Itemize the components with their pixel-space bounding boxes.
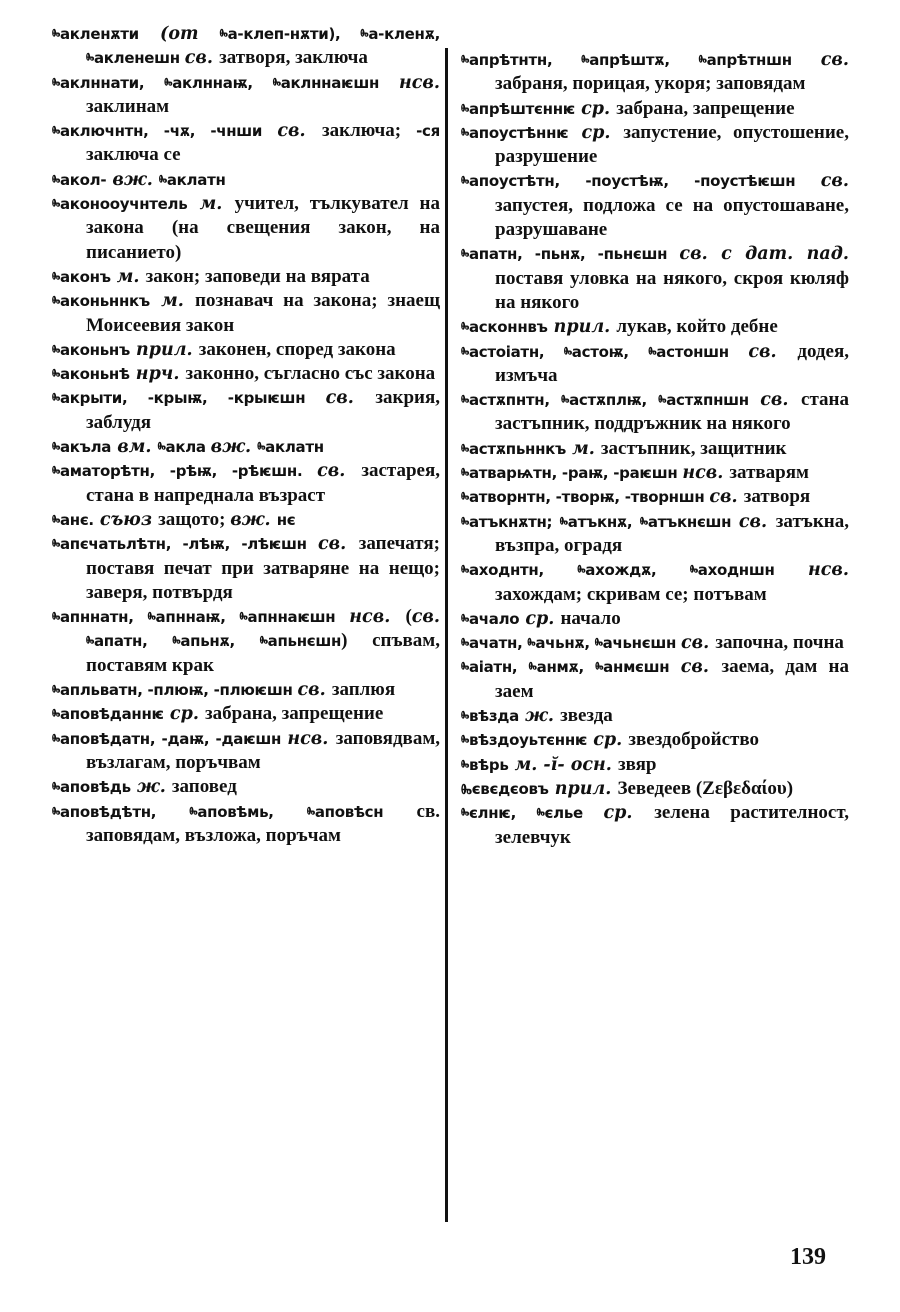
grammar-label: св. с дат. пад. <box>679 244 849 265</box>
dictionary-entry <box>461 728 849 752</box>
grammar-label: нсв. <box>349 607 406 628</box>
grammar-label: (от <box>138 24 220 44</box>
entry-headword: ⰸапоустѣннѥ <box>461 123 569 142</box>
grammar-label: ср. <box>603 803 655 824</box>
grammar-label: св. <box>820 171 849 192</box>
word-form: , ⰸастоѭ, ⰸастоншн <box>538 342 749 361</box>
word-form: , -творѭ, -творншн <box>545 488 710 507</box>
grammar-label: вм. <box>111 437 158 458</box>
dictionary-entry <box>52 508 440 532</box>
grammar-label: м. <box>110 266 146 287</box>
dictionary-entry <box>52 71 440 120</box>
word-form: ⰸаклатн <box>158 170 226 189</box>
entry-headword: ⰸаповѣданнѥ <box>52 705 164 724</box>
grammar-label: св. <box>680 657 722 678</box>
entry-headword: ⰸакрыти <box>52 389 122 408</box>
grammar-label: св. <box>748 341 798 362</box>
grammar-label: св. <box>760 390 802 411</box>
definition: затворя <box>743 486 811 508</box>
grammar-label: св. <box>318 534 359 555</box>
definition: затварям <box>729 462 809 484</box>
definition: застъпник, защитник <box>600 437 787 459</box>
word-form: , ⰸаповѣмь, ⰸаповѣсн <box>150 802 417 821</box>
grammar-label: прил. <box>547 317 617 338</box>
column-divider <box>445 48 448 1222</box>
word-form: ⰸа-клеп-нѫти), ⰸа-кленѫ, ⰸакленешн <box>86 25 440 68</box>
dictionary-entry <box>461 510 849 559</box>
entry-headword: Ⰸєвєдєовъ <box>461 779 549 798</box>
entry-headword: ⰸакол- <box>52 170 107 189</box>
dictionary-entry <box>52 168 440 192</box>
definition: защото; <box>158 508 231 530</box>
word-form: , ⰸєлье <box>510 804 604 823</box>
dictionary-entry <box>461 631 849 655</box>
dictionary-entry <box>52 386 440 435</box>
word-form: , -поустѣѭ, -поустѣѥшн <box>554 172 821 191</box>
entry-headword: ⰸвѣзда <box>461 707 519 726</box>
grammar-label: м. <box>187 194 235 215</box>
entry-headword: ⰸаіатн <box>461 658 512 677</box>
grammar-label: ср. <box>568 122 624 143</box>
grammar-label: св. <box>709 487 744 508</box>
definition: заема, дам на заем <box>495 656 849 702</box>
dictionary-entry <box>52 289 440 338</box>
entry-headword: ⰸаконьнъ <box>52 340 130 359</box>
word-form: , -даѭ, -даѥшн <box>149 729 288 748</box>
grammar-label: вж. <box>106 169 159 190</box>
entry-headword: ⰸачатн <box>461 634 518 653</box>
grammar-label: вж. <box>230 509 277 530</box>
definition: законно, съгласно със закона <box>185 363 436 385</box>
entry-headword: ⰸатъкнѫтн <box>461 512 547 531</box>
word-form: , ⰸанмѫ, ⰸанмєшн <box>511 658 681 677</box>
grammar-label: нсв. <box>399 72 440 93</box>
definition: звезда <box>560 705 613 727</box>
dictionary-entry <box>52 435 440 459</box>
dictionary-entry <box>52 678 440 702</box>
dictionary-entry <box>461 48 849 97</box>
grammar-label: нсв. <box>808 560 849 581</box>
entry-headword: ⰸвѣздоуьтєннѥ <box>461 731 588 750</box>
left-column <box>52 22 440 848</box>
word-form: ⰸаклатн <box>257 438 324 457</box>
definition: зелена растителност, зелевчук <box>495 802 849 848</box>
entry-headword: ⰸаповѣдь <box>52 778 131 797</box>
word-form: , ⰸастѫплѭ, ⰸастѫпншн <box>544 391 761 410</box>
grammar-label: св. <box>820 50 849 70</box>
word-form: , -рѣѭ, -рѣѥшн. <box>149 462 318 481</box>
entry-headword: ⰸаматорѣтн <box>52 462 150 481</box>
definition: поставя уловка на някого, скроя кюляф на някого <box>495 267 849 313</box>
definition: застарея, стана в напреднала възраст <box>86 460 440 506</box>
grammar-label: ж. <box>518 706 561 727</box>
grammar-label: съюз <box>93 509 159 530</box>
dictionary-entry <box>52 265 440 289</box>
definition: додея, измъча <box>495 340 849 386</box>
dictionary-entry <box>461 801 849 850</box>
definition: запустея, подложа се на опустошаване, разрушаване <box>495 194 849 241</box>
grammar-label: нрч. <box>129 364 186 385</box>
definition: захождам; скривам се; потъвам <box>495 583 767 605</box>
definition: звездобройство <box>628 729 760 751</box>
definition: затворя, заключа <box>219 47 368 69</box>
dictionary-entry <box>461 607 849 631</box>
entry-headword: ⰸаповѣдатн <box>52 729 150 748</box>
entry-headword: ⰸапрѣштєннѥ <box>461 99 576 118</box>
definition: стана застъпник, поддръжник на някого <box>495 389 849 435</box>
definition: ) спъвам, поставям крак <box>86 630 440 676</box>
entry-headword: ⰸасконнвъ <box>461 318 548 337</box>
entry-headword: ⰸапоустѣтн <box>461 172 555 191</box>
word-form: , ⰸаклннаѭ, ⰸаклннаѥшн <box>138 73 399 92</box>
dictionary-entry <box>461 461 849 485</box>
dictionary-entry <box>461 558 849 607</box>
dictionary-entry <box>461 315 849 339</box>
entry-headword: ⰸачало <box>461 609 520 628</box>
word-form: ⰸапатн, ⰸапьнѫ, ⰸапьнєшн <box>86 632 342 651</box>
dictionary-entry <box>461 169 849 242</box>
grammar-label: св. <box>317 461 362 482</box>
entry-headword: ⰸаклннати <box>52 73 139 92</box>
dictionary-entry <box>461 777 849 801</box>
dictionary-entry <box>52 727 440 776</box>
entry-headword: ⰸєлнѥ <box>461 804 511 823</box>
definition: законен, според закона <box>198 338 396 360</box>
entry-headword: ⰸвѣрь <box>461 755 509 774</box>
grammar-label: св. <box>184 48 220 69</box>
word-form: , -пьнѫ, -пьнєшн <box>517 245 680 264</box>
word-form: ⰸакла <box>157 438 211 457</box>
grammar-label: ср. <box>519 608 561 629</box>
entry-headword: ⰸастѫпнтн <box>461 391 545 410</box>
definition: започна, почна <box>715 632 844 654</box>
grammar-label: м. <box>149 291 196 312</box>
dictionary-entry <box>52 119 440 168</box>
entry-headword: ⰸаконьннкъ <box>52 292 150 311</box>
right-column <box>461 48 849 850</box>
word-form: , ⰸапрѣштѫ, ⰸапрѣтншн <box>546 51 821 69</box>
definition: познавач на закона; знаещ Моисеевия закон <box>86 290 440 336</box>
word-form: нє <box>276 510 296 529</box>
entry-headword: ⰸапннатн <box>52 608 129 627</box>
grammar-label: нсв. <box>682 463 730 484</box>
dictionary-entry <box>461 485 849 509</box>
definition: учител, тълкувател на закона (на свещения закон, на писанието) <box>86 193 441 263</box>
definition: заповядвам, възлагам, поръчвам <box>86 727 441 773</box>
entry-headword: ⰸаповѣдѣтн <box>52 802 151 821</box>
definition: Зеведеев (Ζεβεδαίου) <box>617 777 794 799</box>
definition: заповед <box>171 776 237 798</box>
word-form: , ⰸачьнѫ, ⰸачьнєшн <box>517 634 681 653</box>
word-form: , -раѭ, -раѥшн <box>551 464 683 483</box>
word-form: , -плюѭ, -плюѥшн <box>137 681 298 700</box>
definition: забрана, запрещение <box>616 97 795 119</box>
entry-headword: ⰸаходнтн <box>461 561 539 580</box>
dictionary-entry <box>52 22 440 71</box>
word-form: , -лѣѭ, -лѣѥшн <box>165 535 319 554</box>
definition: заключа; <box>322 120 417 142</box>
entry-headword: ⰸапльватн <box>52 681 138 700</box>
grammar-label: св. <box>411 607 441 628</box>
definition: забраня, порицая, укоря; заповядам <box>495 73 806 95</box>
dictionary-entry <box>461 704 849 728</box>
definition: начало <box>560 607 621 629</box>
dictionary-entry <box>461 121 849 170</box>
grammar-label: ср. <box>575 98 617 119</box>
word-form: , -крыѭ, -крыѥшн <box>121 389 326 408</box>
grammar-label: м. <box>566 438 601 459</box>
definition: лукав, който дебне <box>616 316 778 338</box>
grammar-label: прил. <box>129 339 199 360</box>
definition: заклинам <box>86 95 170 117</box>
dictionary-entry <box>52 702 440 726</box>
entry-headword: ⰸапатн <box>461 245 518 264</box>
entry-headword: ⰸанє. <box>52 510 94 529</box>
grammar-label: вж. <box>210 437 258 458</box>
dictionary-entry <box>52 338 440 362</box>
grammar-label: прил. <box>548 778 618 799</box>
grammar-label: ср. <box>163 704 205 725</box>
dictionary-entry <box>52 459 440 508</box>
entry-headword: ⰸакъла <box>52 438 112 457</box>
entry-headword: ⰸапєчатьлѣтн <box>52 535 166 554</box>
definition: запечатя; поставя печат при затваряне на нещо; заверя, потвърдя <box>86 533 440 603</box>
entry-headword: ⰸаключнтн <box>52 122 144 141</box>
entry-headword: ⰸаконъ <box>52 267 111 286</box>
word-form: , ⰸахождѫ, ⰸаходншн <box>538 561 808 580</box>
word-form: ; ⰸатъкнѫ, ⰸатъкнєшн <box>546 512 739 531</box>
definition: закрия, заблудя <box>86 387 441 433</box>
dictionary-entry <box>461 97 849 121</box>
grammar-label: св. <box>738 511 776 532</box>
dictionary-entry <box>461 242 849 315</box>
entry-headword: ⰸастѫпьннкъ <box>461 439 566 458</box>
dictionary-entry <box>52 605 440 678</box>
grammar-label: нсв. <box>287 728 336 749</box>
word-form: , -чѫ, -чнши <box>143 122 278 141</box>
entry-headword: ⰸакленѫти <box>52 25 139 43</box>
definition: заключа се <box>86 144 181 166</box>
word-form: -ся <box>416 122 440 141</box>
grammar-label: св. <box>297 680 332 701</box>
entry-headword: ⰸатварѩтн <box>461 464 552 483</box>
definition: затъкна, възпра, оградя <box>495 510 849 556</box>
grammar-label: ср. <box>587 730 629 751</box>
grammar-label: ж. <box>130 777 172 798</box>
dictionary-entry <box>52 800 440 849</box>
entry-headword: ⰸатворнтн <box>461 488 546 507</box>
definition: звяр <box>617 753 657 775</box>
definition: забрана, запрещение <box>205 703 384 725</box>
grammar-label: м. -ĭ- осн. <box>508 754 618 775</box>
entry-headword: ⰸапрѣтнтн <box>461 51 547 69</box>
definition: заплюя <box>331 679 396 701</box>
entry-headword: ⰸаконооучнтель <box>52 195 188 214</box>
page-number: 139 <box>790 1244 826 1270</box>
definition: ( <box>405 606 412 628</box>
dictionary-entry <box>461 340 849 389</box>
entry-headword: ⰸастоіатн <box>461 342 539 361</box>
dictionary-entry <box>52 775 440 799</box>
grammar-label: св. <box>680 633 716 654</box>
grammar-label: св. <box>277 121 322 142</box>
dictionary-entry <box>52 532 440 605</box>
definition: закон; заповеди на вярата <box>145 265 370 287</box>
dictionary-entry <box>461 437 849 461</box>
dictionary-entry <box>461 655 849 704</box>
dictionary-entry <box>461 753 849 777</box>
dictionary-entry <box>461 388 849 437</box>
grammar-label: св. <box>325 388 376 409</box>
definition: св. заповядам, възложа, поръчам <box>86 800 440 846</box>
entry-headword: ⰸаконьнѣ <box>52 365 130 384</box>
dictionary-entry <box>52 192 440 265</box>
definition: запустение, опустошение, разрушение <box>495 121 849 168</box>
word-form: , ⰸапннаѭ, ⰸапннаѥшн <box>128 608 350 627</box>
dictionary-entry <box>52 362 440 386</box>
